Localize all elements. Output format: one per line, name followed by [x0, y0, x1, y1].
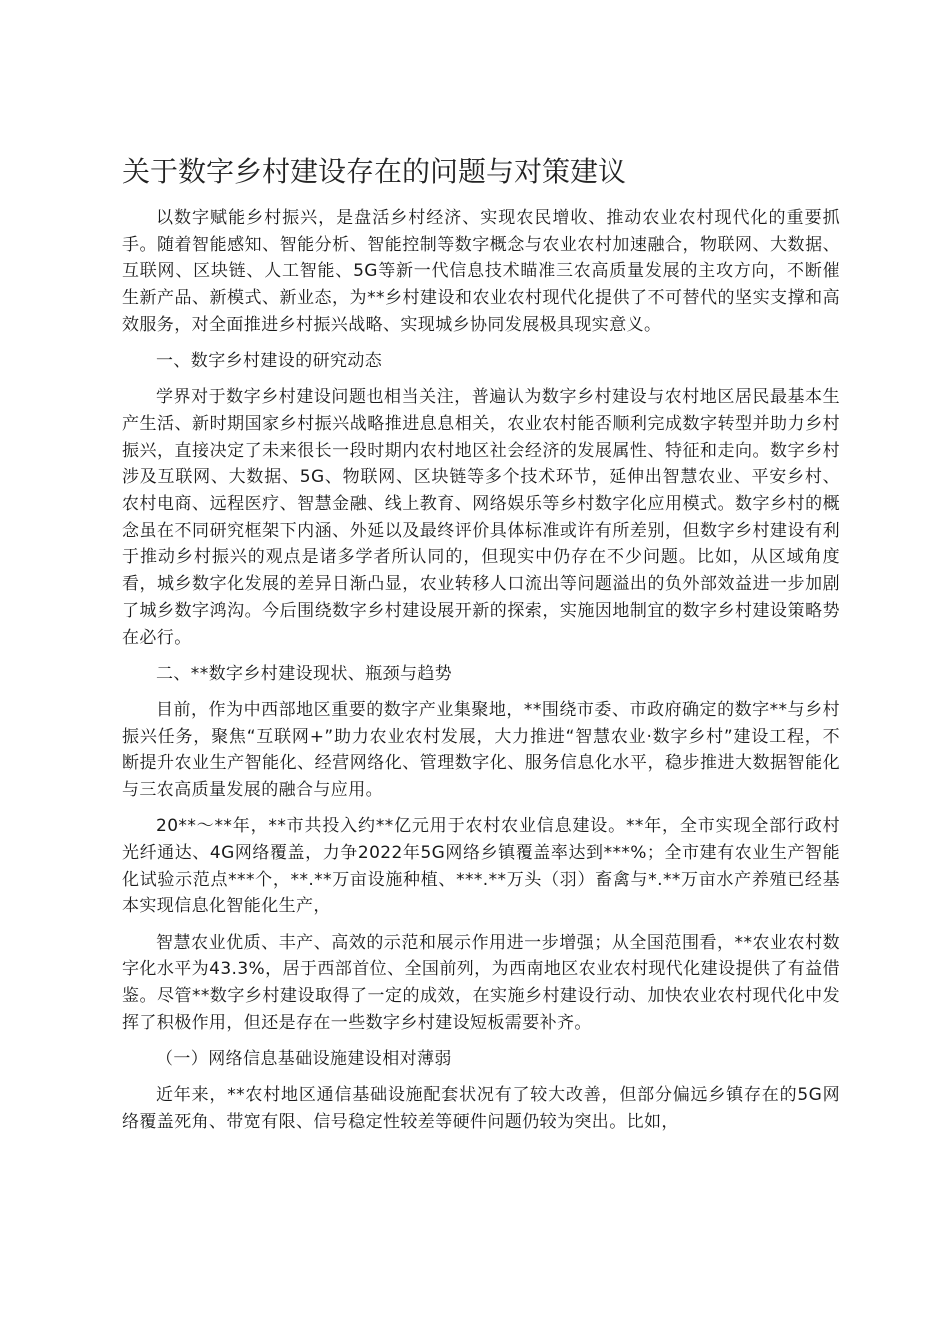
section-heading-2: 二、**数字乡村建设现状、瓶颈与趋势 — [156, 663, 453, 684]
paragraph-research: 学界对于数字乡村建设问题也相当关注，普遍认为数字乡村建设与农村地区居民最基本生产生活、新时期国家乡村振兴战略推进息息相关，农业农村能否顺利完成数字转型并助力乡村振兴，直接决定了未来很长一段时期内农村地区社会经济的发展属性、特征和走向。数字乡村涉及互联网、大数据、5G、物联网、区块链等多个技术环节，延伸出智慧农业、平安乡村、农村电商、远程医疗、智慧金融、线上教育、网络娱乐等乡村数字化应用模式。数字乡村的概念虽在不同研究框架下内涵、外延以及最终评价具体标准或许有所差别，但数字乡村建设有利于推动乡村振兴的观点是诸多学者所认同的，但现实中仍存在不少问题。比如，从区域角度看，城乡数字化发展的差异日渐凸显，农业转移人口流出等问题溢出的负外部效益进一步加剧了城乡数字鸿沟。今后围绕数字乡村建设展开新的探索，实施因地制宜的数字乡村建设策略势在必行。 — [122, 387, 840, 648]
section-heading-1: 一、数字乡村建设的研究动态 — [156, 351, 383, 372]
paragraph-smart-agriculture: 智慧农业优质、丰产、高效的示范和展示作用进一步增强；从全国范围看，**农业农村数字化水平为43.3%，居于西部首位、全国前列，为西南地区农业农村现代化建设提供了有益借鉴。尽管**数字乡村建设取得了一定的成效，在实施乡村建设行动、加快农业农村现代化中发挥了积极作用，但还是存在一些数字乡村建设短板需要补齐。 — [122, 932, 840, 1033]
paragraph-intro: 以数字赋能乡村振兴，是盘活乡村经济、实现农民增收、推动农业农村现代化的重要抓手。随着智能感知、智能分析、智能控制等数字概念与农业农村加速融合，物联网、大数据、互联网、区块链、人工智能、5G等新一代信息技术瞄准三农高质量发展的主攻方向，不断催生新产品、新模式、新业态，为**乡村建设和农业农村现代化提供了不可替代的坚实支撑和高效服务，对全面推进乡村振兴战略、实现城乡协同发展极具现实意义。 — [122, 208, 840, 335]
document-title: 关于数字乡村建设存在的问题与对策建议 — [122, 155, 627, 188]
subsection-heading-1: （一）网络信息基础设施建设相对薄弱 — [156, 1048, 452, 1069]
document-body — [122, 205, 840, 1136]
paragraph-infrastructure: 近年来，**农村地区通信基础设施配套状况有了较大改善，但部分偏远乡镇存在的5G网络覆盖死角、带宽有限、信号稳定性较差等硬件问题仍较为突出。比如， — [122, 1085, 840, 1132]
paragraph-investment: 20**～**年，**市共投入约**亿元用于农村农业信息建设。**年，全市实现全部行政村光纤通达、4G网络覆盖，力争2022年5G网络乡镇覆盖率达到***%；全市建有农业生产智能化试验示范点***个，**.**万亩设施种植、***.**万头（羽）畜禽与*.**万亩水产养殖已经基本实现信息化智能化生产， — [122, 816, 840, 917]
paragraph-current-status: 目前，作为中西部地区重要的数字产业集聚地，**围绕市委、市政府确定的数字**与乡村振兴任务，聚焦“互联网+”助力农业农村发展，大力推进“智慧农业·数字乡村”建设工程，不断提升农业生产智能化、经营网络化、管理数字化、服务信息化水平，稳步推进大数据智能化与三农高质量发展的融合与应用。 — [122, 699, 840, 801]
